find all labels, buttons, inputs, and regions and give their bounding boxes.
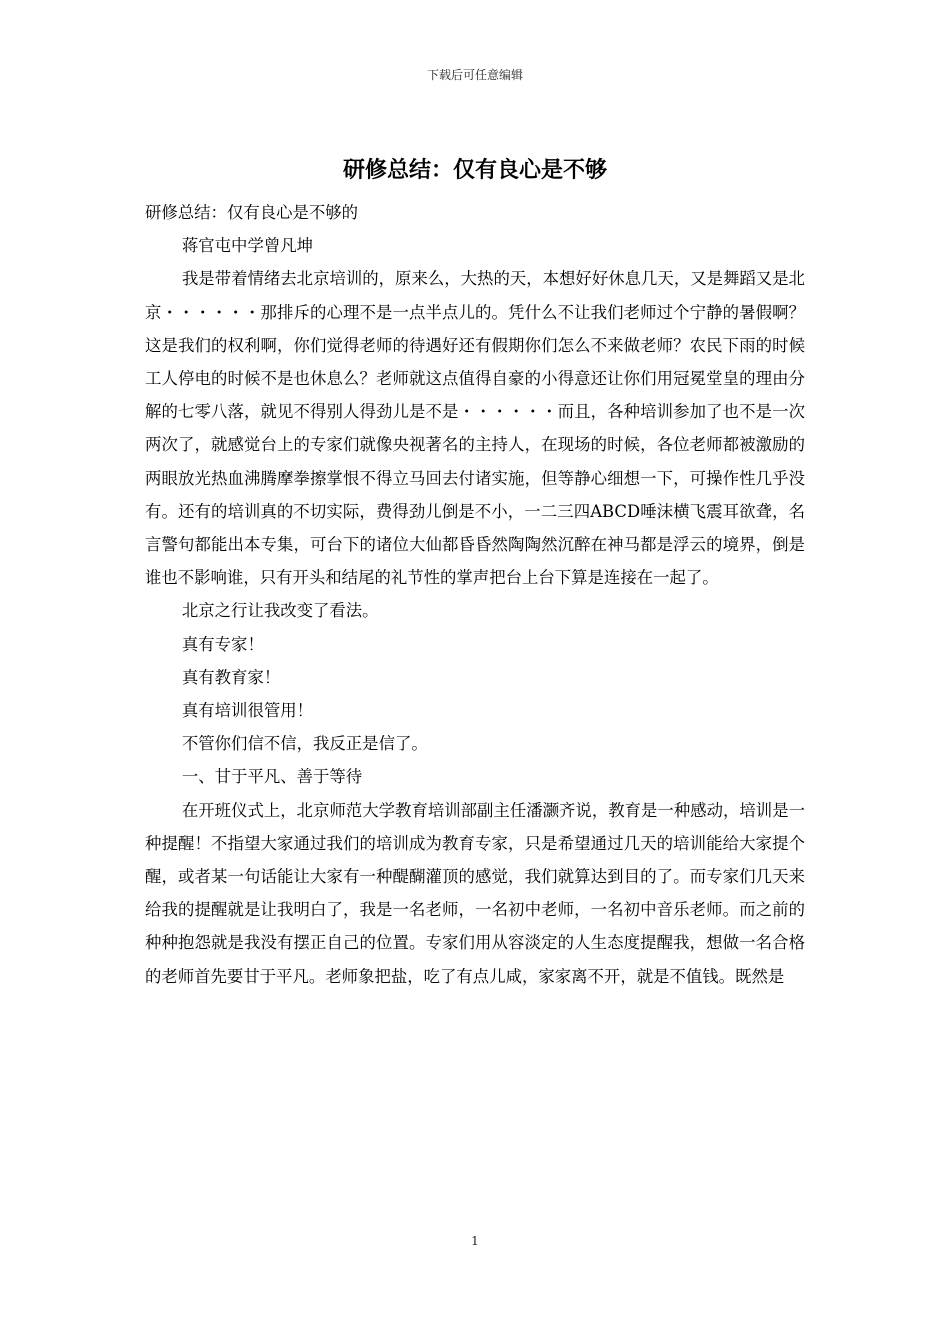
section-heading: 一、甘于平凡、善于等待 bbox=[181, 767, 363, 787]
body-paragraph: 真有专家！ bbox=[181, 634, 264, 654]
document-title: 研修总结：仅有良心是不够 bbox=[342, 157, 607, 183]
document-author: 蒋官屯中学曾凡坤 bbox=[181, 236, 314, 256]
document-subtitle: 研修总结：仅有良心是不够的 bbox=[145, 203, 359, 222]
page-number: 1 bbox=[471, 1234, 479, 1248]
body-paragraph: 在开班仪式上，北京师范大学教育培训部副主任潘灏齐说，教育是一种感动，培训是一种提醒！不指望大家通过我们的培训成为教育专家，只是希望通过几天的培训能给大家提个醒，或者某一句话能让大家有一种醍醐灌顶的感觉，我们就算达到目的了。而专家们几天来给我的提醒就是让我明白了，我是一名老师，一名初中老师，一名初中音乐老师。而之前的种种抱怨就是我没有摆正自己的位置。专家们用从容淡定的人生态度提醒我，想做一名合格的老师首先要甘于平凡。老师象把盐，吃了有点儿咸，家家离不开，就是不值钱。既然是 bbox=[145, 800, 805, 986]
body-paragraph: 真有培训很管用！ bbox=[181, 701, 314, 721]
body-paragraph: 真有教育家！ bbox=[181, 667, 281, 687]
document-body bbox=[145, 196, 805, 993]
page-header-note: 下载后可任意编辑 bbox=[426, 68, 523, 82]
body-paragraph: 我是带着情绪去北京培训的，原来么，大热的天，本想好好休息几天，又是舞蹈又是北京・・・・・・那排斥的心理不是一点半点儿的。凭什么不让我们老师过个宁静的暑假啊？这是我们的权利啊，你们觉得老师的待遇好还有假期你们怎么不来做老师？农民下雨的时候工人停电的时候不是也休息么？老师就这点值得自豪的小得意还让你们用冠冕堂皇的理由分解的七零八落，就见不得别人得劲儿是不是・・・・・・而且，各种培训参加了也不是一次两次了，就感觉台上的专家们就像央视著名的主持人，在现场的时候，各位老师都被激励的两眼放光热血沸腾摩拳擦掌恨不得立马回去付诸实施，但等静心细想一下，可操作性几乎没有。还有的培训真的不切实际，费得劲儿倒是不小，一二三四ABCD唾沫横飞震耳欲聋，名言警句都能出本专集，可台下的诸位大仙都昏昏然陶陶然沉醉在神马都是浮云的境界，倒是谁也不影响谁，只有开头和结尾的礼节性的掌声把台上台下算是连接在一起了。 bbox=[145, 269, 805, 588]
body-paragraph: 北京之行让我改变了看法。 bbox=[181, 601, 379, 621]
body-paragraph: 不管你们信不信，我反正是信了。 bbox=[181, 734, 428, 754]
